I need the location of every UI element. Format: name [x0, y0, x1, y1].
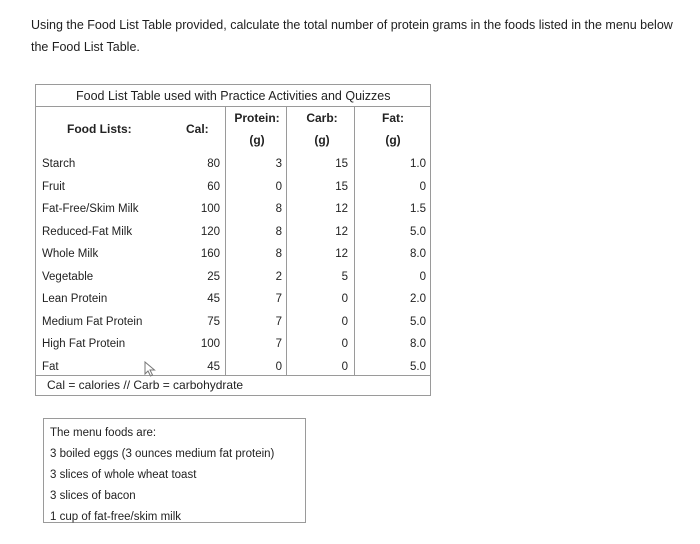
carb-value: 0	[341, 293, 348, 305]
header-food-lists: Food Lists:	[67, 122, 132, 136]
menu-item: 3 boiled eggs (3 ounces medium fat protein)	[50, 448, 275, 460]
question-text: Using the Food List Table provided, calculate the total number of protein grams in the foods listed in the menu below the Food List Table.	[31, 18, 673, 54]
protein-value: 0	[275, 180, 282, 193]
food-name: Lean Protein	[42, 293, 108, 305]
food-name: Medium Fat Protein	[42, 315, 143, 328]
table-row	[36, 266, 430, 289]
menu-item: 3 slices of bacon	[50, 490, 136, 502]
header-carb: Carb:	[306, 111, 338, 125]
food-name: High Fat Protein	[42, 338, 126, 350]
table-row	[36, 176, 430, 199]
menu-foods-box	[43, 418, 306, 523]
fat-value: 0	[419, 270, 426, 283]
table-body	[36, 153, 430, 378]
header-cal: Cal:	[186, 122, 209, 136]
menu-heading: The menu foods are:	[50, 427, 157, 439]
cal-value: 60	[207, 180, 220, 193]
cal-value: 45	[207, 360, 220, 373]
protein-value: 2	[275, 270, 282, 283]
food-name: Whole Milk	[42, 248, 99, 260]
protein-value: 8	[275, 248, 282, 260]
table-row	[36, 333, 430, 356]
cal-value: 160	[200, 248, 220, 260]
table-row	[36, 288, 430, 311]
table-row	[36, 243, 430, 266]
food-name: Fruit	[42, 180, 65, 193]
table-row	[36, 356, 430, 379]
protein-value: 7	[275, 338, 282, 350]
food-name: Fat-Free/Skim Milk	[42, 203, 139, 215]
carb-value: 15	[335, 180, 348, 193]
fat-value: 5.0	[410, 315, 426, 328]
carb-value: 0	[341, 360, 348, 373]
fat-value: 0	[419, 180, 426, 193]
carb-value: 15	[335, 158, 348, 170]
cal-value: 120	[200, 225, 220, 238]
cal-value: 100	[200, 203, 220, 215]
fat-value: 2.0	[410, 293, 426, 305]
protein-value: 7	[275, 315, 282, 328]
header-fat-unit: (g)	[385, 133, 401, 147]
table-row	[36, 221, 430, 244]
table-row	[36, 198, 430, 221]
cal-value: 80	[207, 158, 220, 170]
protein-value: 7	[275, 293, 282, 305]
cal-value: 75	[207, 315, 220, 328]
food-name: Reduced-Fat Milk	[42, 225, 133, 238]
table-footnote: Cal = calories // Carb = carbohydrate	[47, 378, 244, 392]
fat-value: 1.5	[410, 203, 426, 215]
protein-value: 8	[275, 203, 282, 215]
table-title: Food List Table used with Practice Activities and Quizzes	[36, 85, 430, 107]
carb-value: 12	[335, 203, 348, 215]
header-carb-unit: (g)	[314, 133, 330, 147]
menu-item: 3 slices of whole wheat toast	[50, 469, 197, 481]
food-name: Fat	[42, 360, 59, 373]
cal-value: 25	[207, 270, 220, 283]
food-list-table	[35, 84, 431, 396]
table-row	[36, 311, 430, 334]
carb-value: 5	[341, 270, 348, 283]
fat-value: 1.0	[410, 158, 426, 170]
fat-value: 5.0	[410, 225, 426, 238]
carb-value: 12	[335, 225, 348, 238]
header-protein: Protein:	[234, 111, 280, 125]
protein-value: 0	[275, 360, 282, 373]
carb-value: 12	[335, 248, 348, 260]
protein-value: 3	[275, 158, 282, 170]
fat-value: 8.0	[410, 338, 426, 350]
protein-value: 8	[275, 225, 282, 238]
header-protein-unit: (g)	[249, 133, 265, 147]
carb-value: 0	[341, 315, 348, 328]
header-fat: Fat:	[382, 111, 404, 125]
food-name: Vegetable	[42, 270, 94, 283]
mouse-cursor-icon	[144, 361, 158, 377]
cal-value: 45	[207, 293, 220, 305]
table-row	[36, 153, 430, 176]
fat-value: 8.0	[410, 248, 426, 260]
menu-item: 1 cup of fat-free/skim milk	[50, 511, 182, 523]
food-name: Starch	[42, 158, 76, 170]
carb-value: 0	[341, 338, 348, 350]
fat-value: 5.0	[410, 360, 426, 373]
cal-value: 100	[200, 338, 220, 350]
